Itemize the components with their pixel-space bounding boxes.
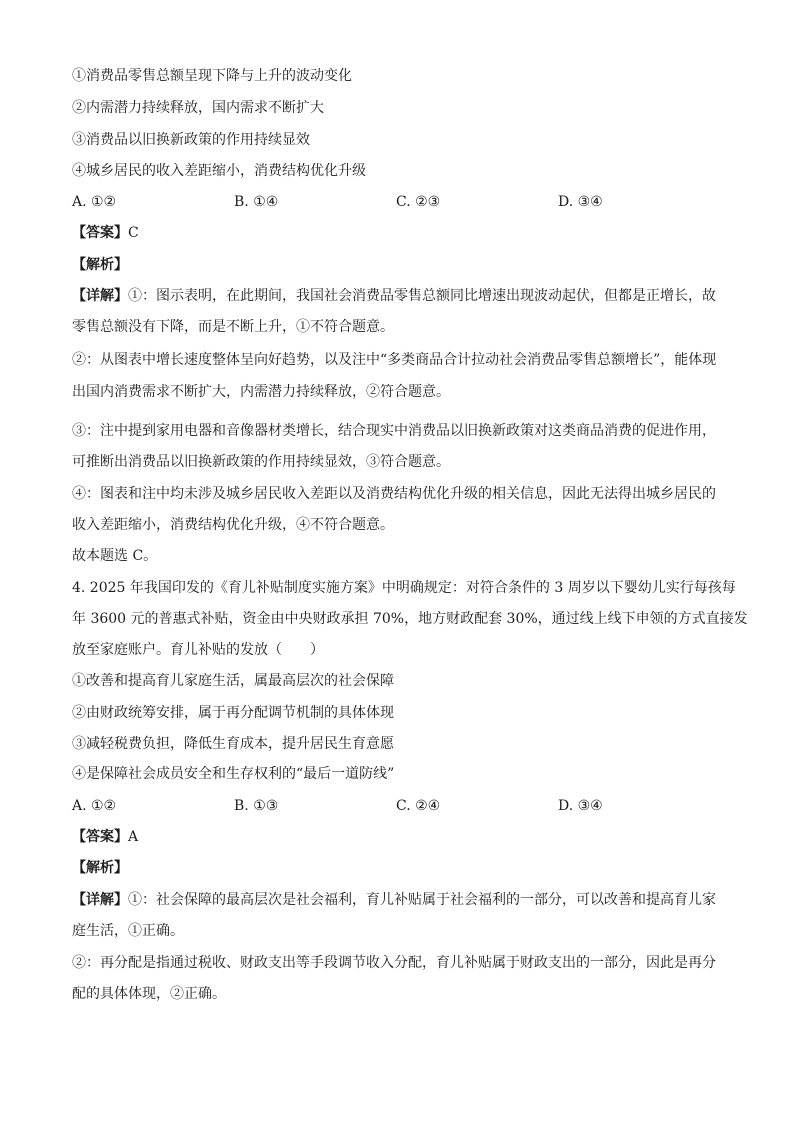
q3-detail-line-4: 出国内消费需求不断扩大，内需潜力持续释放，②符合题意。 (72, 384, 450, 400)
q3-conclusion: 故本题选 C。 (72, 548, 158, 564)
analysis-tag: 【解析】 (72, 860, 128, 876)
q4-stem-line-1: 4. 2025 年我国印发的《育儿补贴制度实施方案》中明确规定：对符合条件的 3 周岁以下婴幼儿实行每孩每 (72, 580, 736, 596)
q3-statement-3: ③消费品以旧换新政策的作用持续显效 (72, 132, 310, 148)
q4-answer (72, 827, 138, 847)
q3-detail-line-1 (72, 286, 716, 306)
q4-option-c: C. ②④ (396, 798, 441, 814)
q3-detail-line-6: 可推断出消费品以旧换新政策的作用持续显效，③符合题意。 (72, 454, 450, 470)
q4-option-b: B. ①③ (234, 798, 279, 814)
q3-detail-line-2: 零售总额没有下降，而是不断上升，①不符合题意。 (72, 319, 394, 335)
q3-detail-line-3: ②：从图表中增长速度整体呈向好趋势，以及注中“多类商品合计拉动社会消费品零售总额增长”，能体现 (72, 352, 717, 368)
q3-option-b: B. ①④ (234, 194, 279, 210)
q4-detail-line-4: 配的具体体现，②正确。 (72, 986, 226, 1002)
q3-option-a: A. ①② (72, 194, 117, 210)
q3-option-c: C. ②③ (396, 194, 441, 210)
q4-detail-line-3: ②：再分配是指通过税收、财政支出等手段调节收入分配，育儿补贴属于财政支出的一部分，因此是再分 (72, 955, 716, 971)
answer-value: C (128, 225, 139, 241)
q4-stem-line-3: 放至家庭账户。育儿补贴的发放（ ） (72, 642, 324, 658)
q3-statement-4: ④城乡居民的收入差距缩小，消费结构优化升级 (72, 163, 366, 179)
q4-statement-1: ①改善和提高育儿家庭生活，属最高层次的社会保障 (72, 673, 394, 689)
q3-detail-line-8: 收入差距缩小，消费结构优化升级，④不符合题意。 (72, 517, 394, 533)
answer-tag: 【答案】 (72, 225, 128, 241)
q3-analysis-heading (72, 255, 128, 275)
q4-statement-2: ②由财政统筹安排，属于再分配调节机制的具体体现 (72, 705, 394, 721)
answer-tag: 【答案】 (72, 829, 128, 845)
q4-option-d: D. ③④ (558, 798, 603, 814)
q4-analysis-heading (72, 858, 128, 878)
detail-text: ①：社会保障的最高层次是社会福利，育儿补贴属于社会福利的一部分，可以改善和提高育儿家 (128, 892, 716, 908)
q3-option-d: D. ③④ (558, 194, 603, 210)
detail-tag: 【详解】 (72, 288, 128, 304)
analysis-tag: 【解析】 (72, 257, 128, 273)
q3-detail-line-7: ④：图表和注中均未涉及城乡居民收入差距以及消费结构优化升级的相关信息，因此无法得出城乡居民的 (72, 486, 716, 502)
q3-statement-1: ①消费品零售总额呈现下降与上升的波动变化 (72, 68, 352, 84)
answer-value: A (128, 829, 139, 845)
q4-option-a: A. ①② (72, 798, 117, 814)
detail-text: ①：图示表明，在此期间，我国社会消费品零售总额同比增速出现波动起伏，但都是正增长，故 (128, 288, 716, 304)
q4-detail-line-1 (72, 890, 716, 910)
q4-stem-line-2: 年 3600 元的普惠式补贴，资金由中央财政承担 70%，地方财政配套 30%，通过线上线下申领的方式直接发 (72, 611, 748, 627)
q3-statement-2: ②内需潜力持续释放，国内需求不断扩大 (72, 100, 324, 116)
q4-statement-3: ③减轻税费负担，降低生育成本，提升居民生育意愿 (72, 736, 394, 752)
q4-detail-line-2: 庭生活，①正确。 (72, 923, 184, 939)
detail-tag: 【详解】 (72, 892, 128, 908)
q4-statement-4: ④是保障社会成员安全和生存权利的“最后一道防线” (72, 766, 395, 782)
q3-answer (72, 223, 139, 243)
q3-detail-line-5: ③：注中提到家用电器和音像器材类增长，结合现实中消费品以旧换新政策对这类商品消费的促进作用， (72, 423, 716, 439)
